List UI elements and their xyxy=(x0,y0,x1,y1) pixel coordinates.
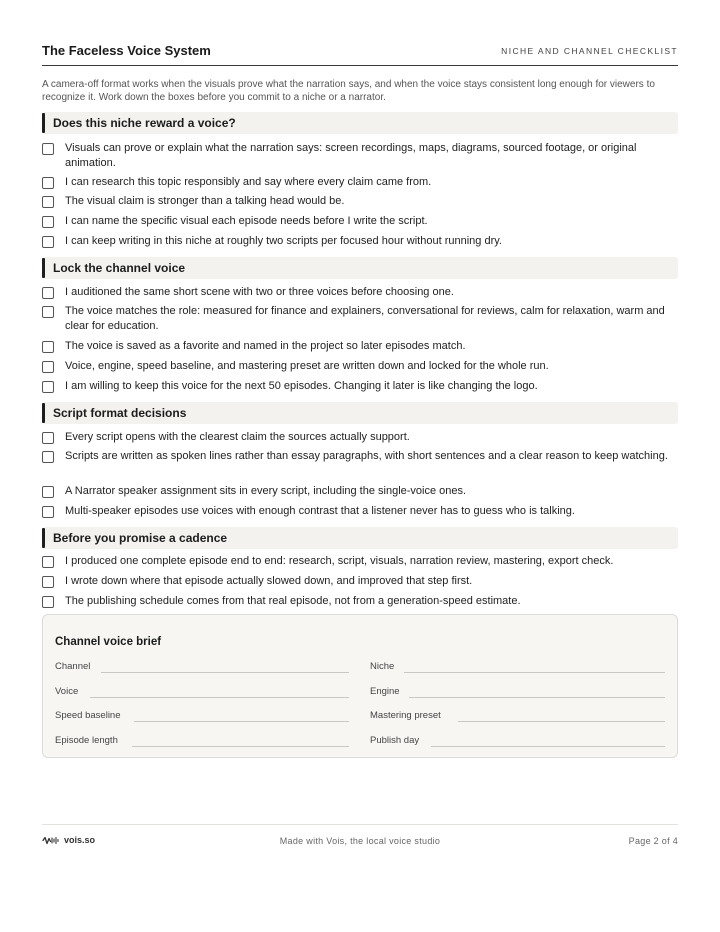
field-voice[interactable] xyxy=(55,686,349,700)
section-title: Lock the channel voice xyxy=(53,261,186,275)
checklist-item xyxy=(42,304,678,333)
field-label: Voice xyxy=(55,686,79,697)
section-accent-bar xyxy=(42,258,45,278)
checklist-item-text: A Narrator speaker assignment sits in every script, including the single-voice ones. xyxy=(65,485,467,497)
field-label: Mastering preset xyxy=(370,710,441,721)
field-line xyxy=(409,697,665,698)
checkbox[interactable] xyxy=(42,196,54,208)
field-label: Engine xyxy=(370,686,400,697)
checklist-item-text: I am willing to keep this voice for the next 50 episodes. Changing it later is like changing the logo. xyxy=(65,380,538,392)
checkbox[interactable] xyxy=(42,306,54,318)
page-header xyxy=(42,41,678,66)
field-mastering-preset[interactable] xyxy=(370,710,665,724)
field-channel[interactable] xyxy=(55,661,349,675)
checklist-item xyxy=(42,194,678,209)
field-line xyxy=(134,721,349,722)
field-line xyxy=(458,721,665,722)
section-accent-bar xyxy=(42,113,45,133)
field-niche[interactable] xyxy=(370,661,665,675)
checklist-item xyxy=(42,234,678,249)
field-speed-baseline[interactable] xyxy=(55,710,349,724)
section-accent-bar xyxy=(42,403,45,423)
field-line xyxy=(431,746,665,747)
checklist-item-text: The voice matches the role: measured for finance and explainers, conversational for reviews, calm for relaxation, warm and clear for education. xyxy=(65,305,665,332)
intro-paragraph: A camera-off format works when the visuals prove what the narration says, and when the voice stays consistent long enough for viewers to recognize it. Work down the boxes before you commit to a niche or a narrator. xyxy=(42,79,655,103)
checkbox[interactable] xyxy=(42,556,54,568)
field-line xyxy=(132,746,349,747)
section-title: Before you promise a cadence xyxy=(53,531,228,545)
checklist-item xyxy=(42,430,678,445)
channel-voice-brief xyxy=(42,614,678,758)
brief-title: Channel voice brief xyxy=(55,636,162,648)
checklist-item xyxy=(42,504,678,519)
checklist-item-text: Multi-speaker episodes use voices with enough contrast that a listener never has to guess who is talking. xyxy=(65,505,575,517)
field-line xyxy=(404,672,665,673)
checklist-item xyxy=(42,285,678,300)
checklist-item xyxy=(42,339,678,354)
field-label: Speed baseline xyxy=(55,710,121,721)
page-number: Page 2 of 4 xyxy=(628,836,678,846)
footer-credit: Made with Vois, the local voice studio xyxy=(279,836,441,846)
section-heading-niche xyxy=(42,112,678,134)
checklist-item xyxy=(42,484,678,499)
checklist-item-text: I can keep writing in this niche at roughly two scripts per focused hour without running dry. xyxy=(65,235,502,247)
section-title: Script format decisions xyxy=(53,406,187,420)
checklist-item xyxy=(42,214,678,229)
checklist-item-text: I can research this topic responsibly and say where every claim came from. xyxy=(65,176,432,188)
field-line xyxy=(90,697,349,698)
checklist-item-text: The visual claim is stronger than a talking head would be. xyxy=(65,195,345,207)
field-line xyxy=(101,672,349,673)
field-label: Publish day xyxy=(370,735,420,746)
field-label: Channel xyxy=(55,661,91,672)
footer-logo-text: vois.so xyxy=(64,835,96,845)
checkbox[interactable] xyxy=(42,177,54,189)
checkbox[interactable] xyxy=(42,216,54,228)
document-tag: NICHE AND CHANNEL CHECKLIST xyxy=(501,46,678,56)
checklist-item-text: Scripts are written as spoken lines rather than essay paragraphs, with short sentences and a clear reason to keep watching. xyxy=(65,450,668,462)
checklist-item xyxy=(42,141,678,170)
checklist-item xyxy=(42,594,678,609)
checkbox[interactable] xyxy=(42,287,54,299)
checklist-item xyxy=(42,574,678,589)
checkbox[interactable] xyxy=(42,381,54,393)
checkbox[interactable] xyxy=(42,143,54,155)
checklist-item xyxy=(42,449,678,464)
checklist-item xyxy=(42,379,678,394)
checklist-item-text: The voice is saved as a favorite and named in the project so later episodes match. xyxy=(65,340,466,352)
checklist-item-text: I produced one complete episode end to end: research, script, visuals, narration review, mastering, export check. xyxy=(65,555,614,567)
field-publish-day[interactable] xyxy=(370,735,665,749)
checkbox[interactable] xyxy=(42,596,54,608)
checklist-item xyxy=(42,554,678,569)
checkbox[interactable] xyxy=(42,361,54,373)
checkbox[interactable] xyxy=(42,432,54,444)
section-accent-bar xyxy=(42,528,45,548)
section-heading-script xyxy=(42,402,678,424)
field-label: Episode length xyxy=(55,735,118,746)
section-heading-cadence xyxy=(42,527,678,549)
section-title: Does this niche reward a voice? xyxy=(53,116,236,130)
checkbox[interactable] xyxy=(42,506,54,518)
checklist-item-text: I auditioned the same short scene with two or three voices before choosing one. xyxy=(65,286,454,298)
checklist-item xyxy=(42,359,678,374)
checkbox[interactable] xyxy=(42,341,54,353)
checklist-item-text: The publishing schedule comes from that real episode, not from a generation-speed estimate. xyxy=(65,595,521,607)
field-episode-length[interactable] xyxy=(55,735,349,749)
field-engine[interactable] xyxy=(370,686,665,700)
checkbox[interactable] xyxy=(42,236,54,248)
field-label: Niche xyxy=(370,661,395,672)
section-heading-voice xyxy=(42,257,678,279)
checklist-item-text: Voice, engine, speed baseline, and mastering preset are written down and locked for the whole run. xyxy=(65,360,549,372)
checklist-item xyxy=(42,175,678,190)
checkbox[interactable] xyxy=(42,451,54,463)
checkbox[interactable] xyxy=(42,576,54,588)
document-title: The Faceless Voice System xyxy=(42,43,211,58)
checklist-item-text: I wrote down where that episode actually slowed down, and improved that step first. xyxy=(65,575,473,587)
checkbox[interactable] xyxy=(42,486,54,498)
page-footer xyxy=(42,824,678,851)
checklist-item-text: I can name the specific visual each episode needs before I write the script. xyxy=(65,215,428,227)
checklist-item-text: Every script opens with the clearest claim the sources actually support. xyxy=(65,431,410,443)
checklist-item-text: Visuals can prove or explain what the narration says: screen recordings, maps, diagrams, sourced footage, or original animation. xyxy=(65,142,637,169)
